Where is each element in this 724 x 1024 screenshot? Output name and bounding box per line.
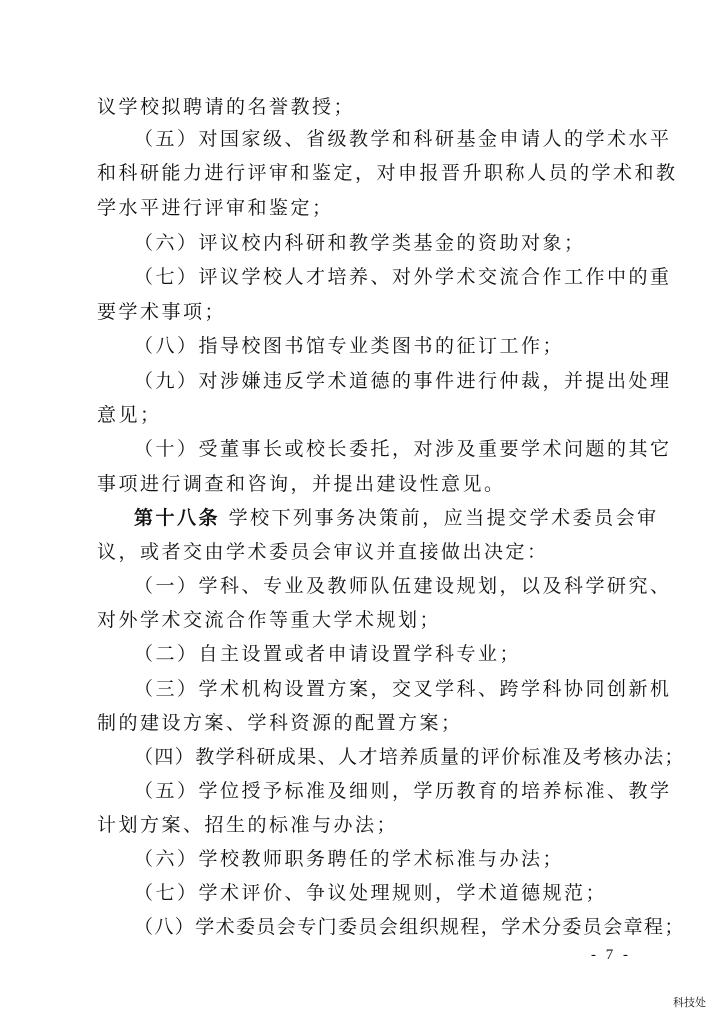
- text-line: 制的建设方案、学科资源的配置方案；: [97, 712, 463, 734]
- article-text: 学校下列事务决策前，应当提交学术委员会审: [228, 507, 659, 529]
- text-line: （四）教学科研成果、人才培养质量的评价标准及考核办法；: [134, 746, 685, 768]
- text-line: （八）学术委员会专门委员会组织规程，学术分委员会章程；: [134, 916, 685, 938]
- text-line: 学水平进行评审和鉴定；: [97, 197, 334, 219]
- text-line: 对外学术交流合作等重大学术规划；: [97, 609, 442, 631]
- text-line: （六）学校教师职务聘任的学术标准与办法；: [134, 848, 565, 870]
- text-line: 议学校拟聘请的名誉教授；: [97, 96, 356, 118]
- text-line: （八）指导校图书馆专业类图书的征订工作；: [134, 335, 565, 357]
- text-line: （九）对涉嫌违反学术道德的事件进行仲裁，并提出处理: [134, 370, 672, 392]
- department-stamp: 科技处: [673, 996, 706, 1009]
- text-line: （七）学术评价、争议处理规则，学术道德规范；: [134, 882, 608, 904]
- text-line: （三）学术机构设置方案，交叉学科、跨学科协同创新机: [134, 678, 672, 700]
- text-line: （六）评议校内科研和教学类基金的资助对象；: [134, 232, 586, 254]
- page-number: - 7 -: [591, 947, 631, 963]
- text-line: 事项进行调查和咨询，并提出建设性意见。: [97, 473, 506, 495]
- text-line: 要学术事项；: [97, 301, 227, 323]
- text-line: （五）对国家级、省级教学和科研基金申请人的学术水平: [134, 128, 672, 150]
- article-line: [134, 506, 659, 530]
- text-line: （十）受董事长或校长委托，对涉及重要学术问题的其它: [134, 438, 672, 460]
- text-line: 计划方案、招生的标准与办法；: [97, 814, 399, 836]
- text-line: （五）学位授予标准及细则，学历教育的培养标准、教学: [134, 780, 672, 802]
- text-line: （二）自主设置或者申请设置学科专业；: [134, 643, 522, 665]
- text-line: （七）评议学校人才培养、对外学术交流合作工作中的重: [134, 266, 672, 288]
- text-line: 和科研能力进行评审和鉴定，对申报晋升职称人员的学术和教: [97, 162, 678, 184]
- text-line: 议，或者交由学术委员会审议并直接做出决定：: [97, 541, 549, 563]
- text-line: 意见；: [97, 404, 162, 426]
- text-line: （一）学科、专业及教师队伍建设规划，以及科学研究、: [134, 575, 672, 597]
- article-heading: 第十八条: [134, 507, 221, 529]
